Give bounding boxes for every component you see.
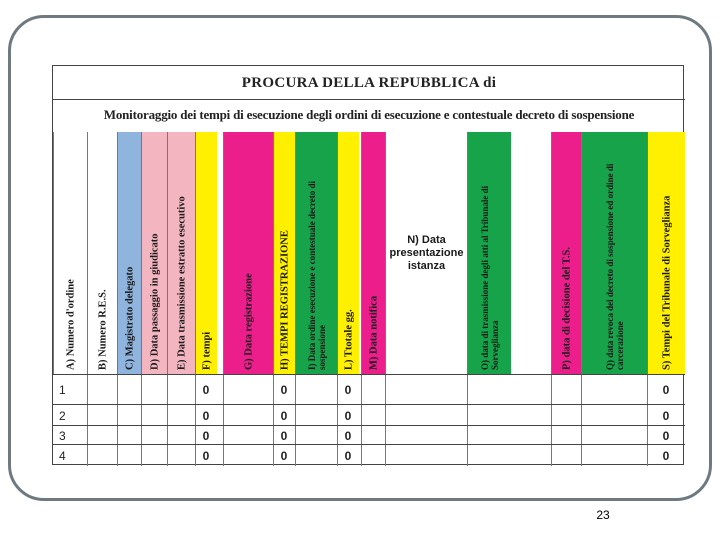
header-label: M) Data notifica xyxy=(368,295,379,370)
header-col-g xyxy=(223,132,273,374)
header-label: G) Data registrazione xyxy=(243,273,254,370)
cell-h: 0 xyxy=(280,408,288,423)
row-number: 2 xyxy=(59,408,66,423)
cell-f: 0 xyxy=(202,428,210,443)
header-col-s xyxy=(647,132,685,374)
header-label: P) data di decisione del T.S. xyxy=(561,246,572,370)
header-col-a xyxy=(53,132,87,374)
row-number: 3 xyxy=(59,428,66,443)
header-col-i xyxy=(295,132,337,374)
header-col-l xyxy=(337,132,359,374)
table-row xyxy=(53,404,685,425)
header-label: N) Data presentazione istanza xyxy=(389,233,464,272)
header-label: C) Magistrato delegato xyxy=(124,266,135,370)
cell-l: 0 xyxy=(344,449,352,463)
cell-f: 0 xyxy=(202,383,210,397)
row-number: 4 xyxy=(59,449,66,463)
cell-l: 0 xyxy=(344,408,352,423)
cell-l: 0 xyxy=(344,428,352,443)
cell-f: 0 xyxy=(202,408,210,423)
table-row xyxy=(53,374,685,404)
header-label: H) TEMPI REGISTRAZIONE xyxy=(279,230,290,370)
header-label: L) Ttotale gg. xyxy=(343,309,354,370)
cell-h: 0 xyxy=(280,449,288,463)
cell-s: 0 xyxy=(662,428,670,443)
header-col-q xyxy=(581,132,647,374)
header-label: O) data di trasmissione degli atti al Tribunale di Sorveglianza xyxy=(479,185,500,370)
table-row xyxy=(53,425,685,444)
header-col-d xyxy=(141,132,167,374)
header-label: A) Numero d'ordine xyxy=(65,279,76,370)
header-col-p xyxy=(551,132,581,374)
header-label: D) Data passaggio in giudicato xyxy=(149,233,160,370)
header-col-h xyxy=(273,132,295,374)
cell-f: 0 xyxy=(202,449,210,463)
header-col-o xyxy=(467,132,511,374)
table-row xyxy=(53,444,685,466)
header-label: S) Tempi del Tribunale di Sorveglianza xyxy=(661,195,672,370)
document-title: PROCURA DELLA REPUBBLICA di xyxy=(53,66,685,100)
header-label: E) Data trasmissione estratto esecutivo xyxy=(176,196,187,370)
header-col-b xyxy=(87,132,117,374)
scanned-table-document xyxy=(52,65,684,465)
header-label: B) Numero R.E.S. xyxy=(97,289,108,370)
header-col-n xyxy=(385,132,467,374)
header-label: I) Data ordine esecuzione e contestuale decreto di sospensione xyxy=(306,180,327,370)
header-col-f xyxy=(195,132,217,374)
header-label: Q) data revoca del decreto di sospensione ed ordine di carcerazione xyxy=(604,163,625,370)
cell-s: 0 xyxy=(662,383,670,397)
document-subtitle: Monitoraggio dei tempi di esecuzione degli ordini di esecuzione e contestuale decreto di sospensione xyxy=(103,107,635,122)
cell-s: 0 xyxy=(662,449,670,463)
header-col-c xyxy=(117,132,141,374)
cell-s: 0 xyxy=(662,408,670,423)
header-label: F) tempi xyxy=(201,331,212,370)
cell-h: 0 xyxy=(280,428,288,443)
cell-h: 0 xyxy=(280,383,288,397)
row-number: 1 xyxy=(59,383,66,397)
header-col-m xyxy=(361,132,385,374)
cell-l: 0 xyxy=(344,383,352,397)
slide-number: 23 xyxy=(596,508,610,522)
header-col-e xyxy=(167,132,195,374)
